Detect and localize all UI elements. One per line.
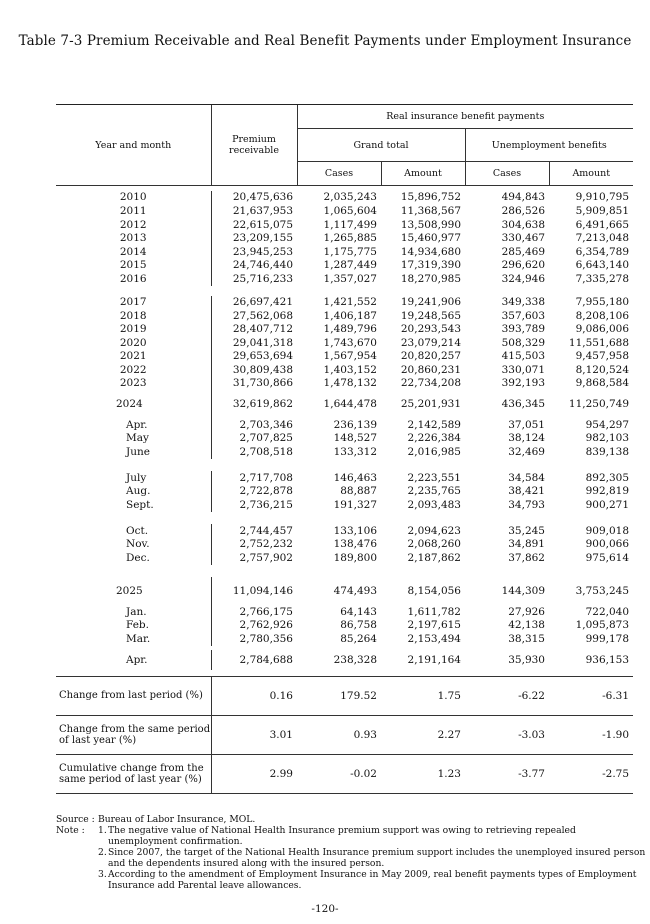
cell-ub-cases: 357,603 <box>501 309 545 322</box>
cell-premium: 23,209,155 <box>211 232 297 245</box>
cell-ub-amount: 900,271 <box>585 498 630 511</box>
table-row <box>56 524 633 538</box>
cell-premium: 2,784,688 <box>211 650 297 670</box>
cell-premium: 29,041,318 <box>211 336 297 350</box>
table-body <box>56 186 633 677</box>
cell-premium: 2,752,232 <box>211 538 297 551</box>
change-ub-amount: -6.31 <box>549 677 633 716</box>
change-row <box>56 755 633 794</box>
table-row <box>56 432 633 445</box>
notes-section <box>56 814 646 891</box>
change-rows <box>56 677 633 794</box>
cell-premium: 32,619,862 <box>211 390 297 418</box>
cell-ub-cases: 494,843 <box>501 191 545 203</box>
cell-ub-amount: 975,614 <box>585 551 630 564</box>
cell-ub-amount: 11,551,688 <box>568 336 630 349</box>
note-number: 1. <box>98 825 107 836</box>
cell-gt-cases: 64,143 <box>340 605 377 618</box>
cell-ub-cases: 296,620 <box>501 259 545 271</box>
table-row <box>56 418 633 432</box>
row-label: Nov. <box>126 538 150 550</box>
cell-gt-cases: 1,406,187 <box>323 309 377 322</box>
row-label: Dec. <box>126 551 150 564</box>
cell-ub-amount: 900,066 <box>585 538 630 550</box>
cell-premium: 11,094,146 <box>211 577 297 605</box>
cell-gt-amount: 18,270,985 <box>400 272 461 285</box>
change-gt-cases: -0.02 <box>297 755 381 794</box>
cell-gt-amount: 2,153,494 <box>407 632 461 645</box>
row-label: Jan. <box>126 605 147 618</box>
cell-gt-cases: 1,357,027 <box>323 272 377 285</box>
header-gt-amount: Amount <box>381 162 465 186</box>
cell-premium: 2,757,902 <box>211 551 297 565</box>
change-gt-cases: 179.52 <box>297 677 381 716</box>
cell-premium: 26,697,421 <box>211 296 297 309</box>
cell-gt-cases: 1,644,478 <box>323 397 377 410</box>
cell-ub-cases: 34,793 <box>508 498 545 511</box>
cell-ub-cases: 436,345 <box>501 397 545 410</box>
note-number: 3. <box>98 869 107 880</box>
cell-ub-cases: 285,469 <box>501 245 545 258</box>
cell-gt-cases: 1,175,775 <box>323 245 377 258</box>
cell-gt-amount: 11,368,567 <box>400 204 461 217</box>
cell-ub-amount: 839,138 <box>585 445 630 458</box>
data-table <box>56 104 633 794</box>
cell-gt-amount: 2,191,164 <box>407 653 461 666</box>
cell-ub-amount: 6,491,665 <box>575 218 630 231</box>
source-label: Source : <box>56 814 95 825</box>
cell-gt-amount: 19,248,565 <box>400 309 461 322</box>
header-ub-cases: Cases <box>465 162 549 186</box>
cell-ub-amount: 999,178 <box>585 632 630 645</box>
cell-premium: 27,562,068 <box>211 309 297 323</box>
cell-ub-cases: 38,124 <box>508 432 545 444</box>
cell-gt-cases: 146,463 <box>333 471 377 484</box>
table-row <box>56 485 633 498</box>
cell-ub-cases: 37,051 <box>508 418 545 431</box>
cell-gt-cases: 1,403,152 <box>323 363 377 376</box>
row-label: 2025 <box>116 584 143 597</box>
cell-gt-cases: 86,758 <box>340 619 377 631</box>
row-label: 2015 <box>119 259 147 271</box>
row-label: 2021 <box>119 350 147 362</box>
table-row <box>56 363 633 377</box>
cell-gt-amount: 1,611,782 <box>407 605 461 618</box>
row-label: July <box>126 471 147 484</box>
note-text: According to the amendment of Employment Insurance in May 2009, real benefit payments types of Employment Insurance add Parental leave allowances. <box>108 869 637 891</box>
header-real-benefit: Real insurance benefit payments <box>297 105 633 129</box>
cell-gt-cases: 1,567,954 <box>323 350 377 362</box>
table-row <box>56 204 633 218</box>
cell-ub-cases: 330,467 <box>501 232 545 244</box>
header-grand-total: Grand total <box>297 129 465 162</box>
table-row <box>56 471 633 485</box>
note-text: Since 2007, the target of the National Health Insurance premium support includes the unemployed insured person and the dependents insured along with the insured person. <box>108 847 646 869</box>
note-2 <box>56 847 646 869</box>
cell-gt-cases: 1,265,885 <box>323 232 377 244</box>
row-label: 2012 <box>119 218 147 231</box>
cell-gt-cases: 474,493 <box>333 584 377 597</box>
row-label: 2019 <box>119 323 147 335</box>
note-1 <box>56 825 646 847</box>
cell-gt-amount: 2,068,260 <box>407 538 461 550</box>
note-number: 2. <box>98 847 107 858</box>
table-row <box>56 323 633 336</box>
row-label: Oct. <box>126 524 149 537</box>
row-label: 2018 <box>119 309 147 322</box>
cell-premium: 2,707,825 <box>211 432 297 445</box>
change-label: Cumulative change from the same period of last year (%) <box>56 755 211 794</box>
cell-ub-amount: 6,354,789 <box>575 245 630 258</box>
cell-gt-amount: 2,093,483 <box>407 498 461 511</box>
cell-gt-cases: 133,312 <box>333 445 377 458</box>
table-row <box>56 551 633 565</box>
cell-gt-cases: 2,035,243 <box>323 191 377 203</box>
change-row <box>56 716 633 755</box>
table-row <box>56 377 633 390</box>
cell-ub-amount: 982,103 <box>585 432 630 444</box>
cell-gt-amount: 20,820,257 <box>400 350 461 362</box>
cell-ub-amount: 1,095,873 <box>575 619 630 631</box>
header-ub-amount: Amount <box>549 162 633 186</box>
row-label: June <box>126 445 150 458</box>
cell-premium: 2,703,346 <box>211 418 297 432</box>
row-label: 2010 <box>119 191 147 203</box>
cell-ub-amount: 7,213,048 <box>575 232 630 244</box>
cell-premium: 24,746,440 <box>211 259 297 272</box>
cell-ub-cases: 38,421 <box>508 485 545 497</box>
table-row <box>56 632 633 646</box>
cell-ub-amount: 909,018 <box>585 524 630 537</box>
cell-premium: 2,762,926 <box>211 619 297 632</box>
cell-premium: 28,407,712 <box>211 323 297 336</box>
row-label: 2020 <box>119 336 147 349</box>
table-row <box>56 650 633 670</box>
source-text: Bureau of Labor Insurance, MOL. <box>98 814 256 825</box>
change-gt-amount: 2.27 <box>381 716 465 755</box>
cell-gt-amount: 2,142,589 <box>407 418 461 431</box>
cell-ub-cases: 392,193 <box>501 377 545 389</box>
change-gt-amount: 1.23 <box>381 755 465 794</box>
cell-ub-cases: 42,138 <box>508 619 545 631</box>
cell-ub-cases: 286,526 <box>501 204 545 217</box>
cell-ub-amount: 7,955,180 <box>575 296 630 308</box>
table-row <box>56 605 633 619</box>
table-row <box>56 272 633 286</box>
change-label: Change from the same period of last year (%) <box>56 716 211 755</box>
change-premium: 2.99 <box>211 755 297 794</box>
cell-gt-cases: 1,478,132 <box>323 377 377 389</box>
cell-gt-amount: 14,934,680 <box>400 245 461 258</box>
cell-gt-cases: 1,421,552 <box>323 296 377 308</box>
cell-ub-cases: 38,315 <box>508 632 545 645</box>
change-ub-amount: -1.90 <box>549 716 633 755</box>
header-gt-cases: Cases <box>297 162 381 186</box>
table-row <box>56 498 633 512</box>
cell-gt-cases: 1,287,449 <box>323 259 377 271</box>
row-label: 2024 <box>116 397 143 410</box>
table-row <box>56 350 633 363</box>
row-label: 2023 <box>119 377 147 389</box>
table-row <box>56 619 633 632</box>
row-label: Sept. <box>126 498 154 511</box>
cell-gt-amount: 2,226,384 <box>407 432 461 444</box>
note-label: Note : <box>56 825 85 836</box>
cell-gt-cases: 88,887 <box>340 485 377 497</box>
cell-ub-amount: 892,305 <box>585 471 630 484</box>
table-row <box>56 577 633 605</box>
row-label: 2013 <box>119 232 147 244</box>
cell-premium: 2,766,175 <box>211 605 297 619</box>
change-ub-amount: -2.75 <box>549 755 633 794</box>
cell-gt-amount: 20,293,543 <box>400 323 461 335</box>
cell-ub-amount: 992,819 <box>585 485 630 497</box>
cell-ub-cases: 349,338 <box>501 296 545 308</box>
cell-gt-amount: 22,734,208 <box>400 377 461 389</box>
cell-premium: 2,736,215 <box>211 498 297 512</box>
cell-ub-cases: 34,584 <box>508 471 545 484</box>
change-premium: 0.16 <box>211 677 297 716</box>
cell-ub-cases: 330,071 <box>501 363 545 376</box>
table-row <box>56 538 633 551</box>
cell-ub-cases: 35,245 <box>508 524 545 537</box>
cell-premium: 23,945,253 <box>211 245 297 259</box>
cell-gt-cases: 189,800 <box>333 551 377 564</box>
cell-gt-amount: 2,223,551 <box>407 471 461 484</box>
cell-premium: 31,730,866 <box>211 377 297 390</box>
cell-ub-amount: 9,086,006 <box>575 323 630 335</box>
source-line <box>56 814 646 825</box>
header-premium: Premium receivable <box>211 105 297 186</box>
row-label: May <box>126 432 149 444</box>
cell-gt-amount: 2,094,623 <box>407 524 461 537</box>
cell-gt-cases: 1,489,796 <box>323 323 377 335</box>
table-row <box>56 232 633 245</box>
cell-gt-amount: 8,154,056 <box>407 584 461 597</box>
cell-ub-cases: 37,862 <box>508 551 545 564</box>
cell-premium: 30,809,438 <box>211 363 297 377</box>
change-ub-cases: -3.77 <box>465 755 549 794</box>
cell-ub-amount: 9,868,584 <box>575 377 630 389</box>
row-label: Apr. <box>126 418 148 431</box>
change-ub-cases: -3.03 <box>465 716 549 755</box>
cell-gt-cases: 1,117,499 <box>323 218 377 231</box>
table-row <box>56 245 633 259</box>
table-row <box>56 336 633 350</box>
table-row <box>56 296 633 309</box>
cell-ub-cases: 393,789 <box>501 323 545 335</box>
cell-gt-cases: 148,527 <box>333 432 377 444</box>
table-row <box>56 218 633 232</box>
change-premium: 3.01 <box>211 716 297 755</box>
cell-ub-amount: 8,120,524 <box>575 363 630 376</box>
cell-gt-amount: 15,896,752 <box>400 191 461 203</box>
cell-gt-cases: 133,106 <box>333 524 377 537</box>
cell-premium: 2,780,356 <box>211 632 297 646</box>
cell-ub-cases: 34,891 <box>508 538 545 550</box>
note-3 <box>56 869 646 891</box>
row-label: Aug. <box>126 485 151 497</box>
header-unemployment: Unemployment benefits <box>465 129 633 162</box>
row-label: 2014 <box>119 245 147 258</box>
change-ub-cases: -6.22 <box>465 677 549 716</box>
page-number: -120- <box>311 903 339 915</box>
cell-premium: 25,716,233 <box>211 272 297 286</box>
change-gt-cases: 0.93 <box>297 716 381 755</box>
cell-ub-cases: 144,309 <box>501 584 545 597</box>
cell-premium: 2,708,518 <box>211 445 297 459</box>
cell-ub-cases: 324,946 <box>501 272 545 285</box>
cell-ub-cases: 27,926 <box>508 605 545 618</box>
note-text: The negative value of National Health Insurance premium support was owing to retrieving repealed unemployment confirmation. <box>108 825 576 847</box>
row-label: 2017 <box>119 296 147 308</box>
row-label: 2022 <box>119 363 147 376</box>
change-label: Change from last period (%) <box>56 677 211 716</box>
cell-ub-amount: 5,909,851 <box>575 204 630 217</box>
cell-gt-amount: 17,319,390 <box>400 259 461 271</box>
cell-gt-cases: 1,743,670 <box>323 336 377 349</box>
cell-gt-cases: 1,065,604 <box>323 204 377 217</box>
row-label: Mar. <box>126 632 151 645</box>
cell-gt-amount: 2,187,862 <box>407 551 461 564</box>
cell-ub-amount: 9,457,958 <box>575 350 630 362</box>
table-row <box>56 191 633 204</box>
cell-ub-amount: 936,153 <box>585 653 630 666</box>
cell-premium: 21,637,953 <box>211 204 297 218</box>
cell-ub-cases: 35,930 <box>508 653 545 666</box>
row-label: 2016 <box>119 272 147 285</box>
cell-gt-cases: 85,264 <box>340 632 377 645</box>
cell-ub-amount: 954,297 <box>585 418 630 431</box>
cell-premium: 2,717,708 <box>211 471 297 485</box>
cell-premium: 22,615,075 <box>211 218 297 232</box>
cell-ub-amount: 8,208,106 <box>575 309 630 322</box>
change-gt-amount: 1.75 <box>381 677 465 716</box>
table-row <box>56 309 633 323</box>
cell-gt-cases: 138,476 <box>333 538 377 550</box>
page-title: Table 7-3 Premium Receivable and Real Benefit Payments under Employment Insurance <box>18 33 632 49</box>
change-row <box>56 677 633 716</box>
cell-gt-cases: 236,139 <box>333 418 377 431</box>
cell-premium: 29,653,694 <box>211 350 297 363</box>
cell-ub-cases: 304,638 <box>501 218 545 231</box>
header-year-month: Year and month <box>56 105 211 186</box>
cell-gt-amount: 23,079,214 <box>400 336 461 349</box>
cell-ub-cases: 508,329 <box>501 336 545 349</box>
row-label: Feb. <box>126 619 149 631</box>
cell-premium: 20,475,636 <box>211 191 297 204</box>
cell-ub-amount: 7,335,278 <box>575 272 630 285</box>
table-row <box>56 390 633 418</box>
row-label: 2011 <box>119 204 147 217</box>
cell-ub-amount: 6,643,140 <box>575 259 630 271</box>
cell-premium: 2,722,878 <box>211 485 297 498</box>
row-label: Apr. <box>126 653 148 666</box>
cell-gt-cases: 191,327 <box>333 498 377 511</box>
cell-ub-cases: 32,469 <box>508 445 545 458</box>
cell-gt-amount: 13,508,990 <box>400 218 461 231</box>
cell-gt-amount: 2,235,765 <box>407 485 461 497</box>
cell-gt-amount: 2,197,615 <box>407 619 461 631</box>
cell-ub-amount: 3,753,245 <box>575 584 630 597</box>
cell-gt-amount: 25,201,931 <box>400 397 461 410</box>
cell-gt-amount: 19,241,906 <box>400 296 461 308</box>
cell-ub-cases: 415,503 <box>501 350 545 362</box>
cell-ub-amount: 11,250,749 <box>568 397 630 410</box>
cell-premium: 2,744,457 <box>211 524 297 538</box>
table-row <box>56 445 633 459</box>
cell-ub-amount: 722,040 <box>585 605 630 618</box>
cell-ub-amount: 9,910,795 <box>575 191 630 203</box>
cell-gt-amount: 2,016,985 <box>407 445 461 458</box>
cell-gt-cases: 238,328 <box>333 653 377 666</box>
table-row <box>56 259 633 272</box>
cell-gt-amount: 15,460,977 <box>400 232 461 244</box>
cell-gt-amount: 20,860,231 <box>400 363 461 376</box>
